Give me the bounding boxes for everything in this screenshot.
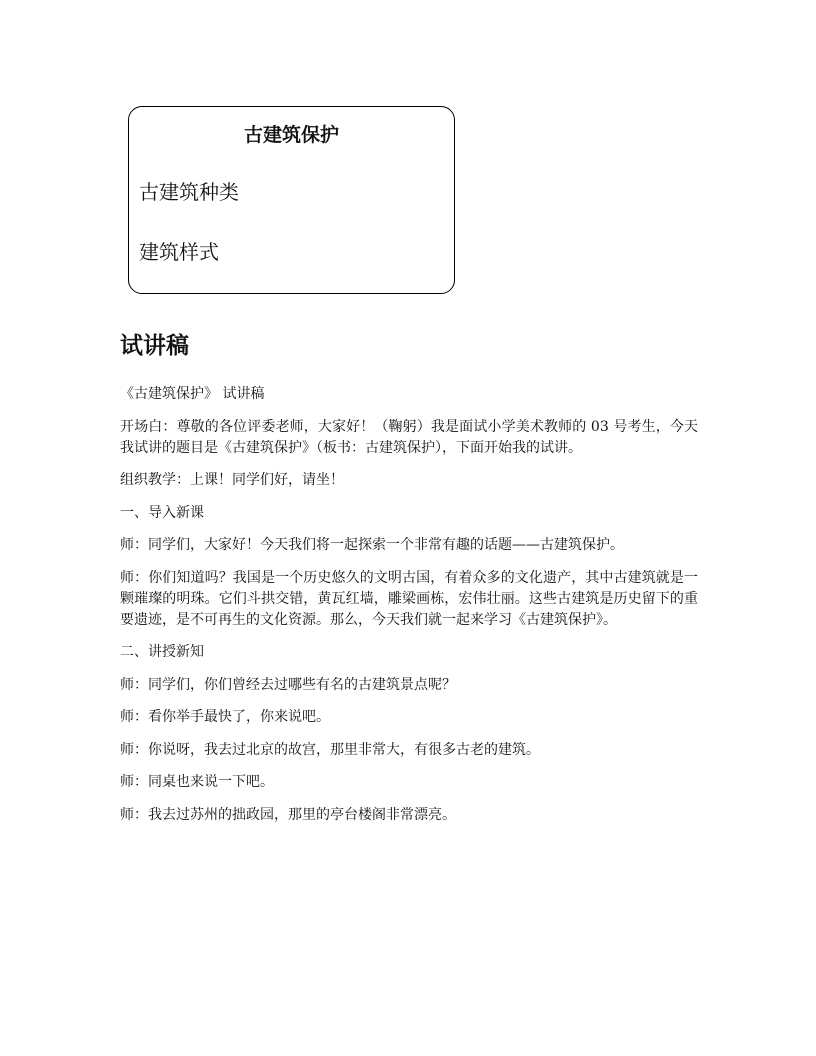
teacher-line: 师：同学们，你们曾经去过哪些有名的古建筑景点呢？ <box>120 676 456 693</box>
section-intro-heading: 一、导入新课 <box>120 504 204 521</box>
teacher-line: 师：我去过苏州的拙政园，那里的亭台楼阁非常漂亮。 <box>120 806 456 823</box>
blackboard-outline-box <box>128 106 455 294</box>
board-title: 古建筑保护 <box>243 124 339 146</box>
script-title-line: 《古建筑保护》 试讲稿 <box>120 386 265 402</box>
teacher-line: 师：你们知道吗？我国是一个历史悠久的文明古国，有着众多的文化遗产，其中古建筑就是一颗璀璨的明珠。它们斗拱交错，黄瓦红墙，雕梁画栋，宏伟壮丽。这些古建筑是历史留下的重要遗迹，是不可再生的文化资源。那么，今天我们就一起来学习《古建筑保护》。 <box>120 569 698 628</box>
lecture-script-body <box>120 384 698 837</box>
section-heading: 试讲稿 <box>120 333 189 359</box>
teacher-line: 师：你说呀，我去过北京的故宫，那里非常大，有很多古老的建筑。 <box>120 741 540 758</box>
teacher-line: 师：看你举手最快了，你来说吧。 <box>120 709 330 725</box>
teacher-line: 师：同桌也来说一下吧。 <box>120 774 274 790</box>
board-item-building-styles: 建筑样式 <box>139 240 219 264</box>
section-new-knowledge-heading: 二、讲授新知 <box>120 644 204 660</box>
teacher-line: 师：同学们，大家好！今天我们将一起探索一个非常有趣的话题——古建筑保护。 <box>120 537 624 553</box>
opening-paragraph: 开场白：尊敬的各位评委老师，大家好！（鞠躬）我是面试小学美术教师的 03 号考生，今天我试讲的题目是《古建筑保护》（板书：古建筑保护），下面开始我的试讲。 <box>120 418 698 456</box>
board-item-ancient-building-types: 古建筑种类 <box>139 180 239 204</box>
class-organization-paragraph: 组织教学：上课！同学们好，请坐！ <box>120 472 344 488</box>
